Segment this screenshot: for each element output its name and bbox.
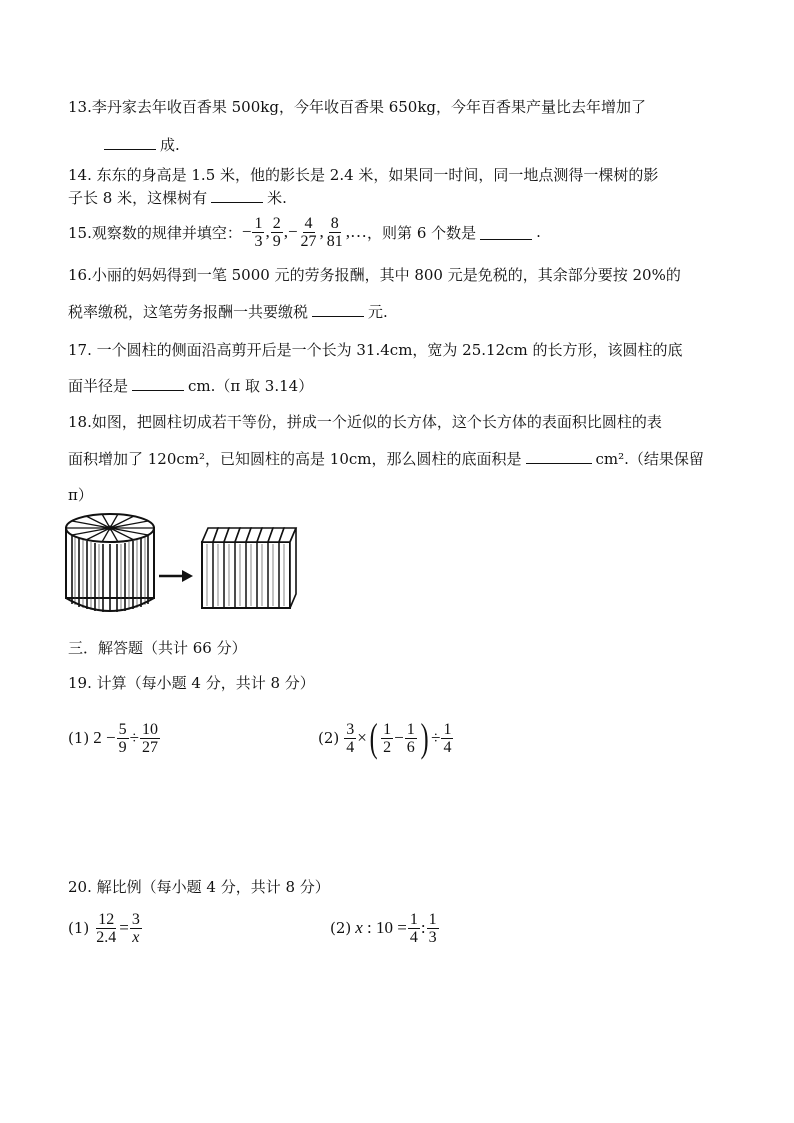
q20-p2-fraction-2 bbox=[427, 911, 439, 946]
q20-p1-f1-denominator: 2.4 bbox=[96, 928, 117, 946]
q15-suffix-a: ，则第 6 个数是 bbox=[367, 223, 477, 242]
q13-line2 bbox=[100, 134, 180, 156]
q19-p1-fraction-1 bbox=[117, 721, 129, 756]
q17-line1: 17. 一个圆柱的侧面沿高剪开后是一个长为 31.4cm，宽为 25.12cm 的长方形，该圆柱的底 bbox=[68, 341, 683, 359]
q19-p2-divide: ÷ bbox=[431, 728, 441, 747]
q15-prefix: 15.观察数的规律并填空： bbox=[68, 223, 242, 242]
q20-p2-ratio: : 10 = bbox=[362, 918, 407, 937]
q15-ellipsis: ,… bbox=[345, 222, 368, 241]
q17-line2-text-a: 面半径是 bbox=[68, 377, 129, 395]
q16-answer-blank[interactable] bbox=[312, 302, 364, 317]
q19-p2-fraction-3 bbox=[405, 721, 417, 756]
q19-part2 bbox=[318, 713, 454, 763]
q15-fraction-3 bbox=[299, 215, 319, 250]
q17-line2-text-b: cm.（π 取 3.14） bbox=[188, 377, 314, 395]
q20-p1-label: (1) bbox=[68, 919, 90, 937]
cylinder-center-dot bbox=[108, 526, 113, 531]
q19-p1-f1-numerator: 5 bbox=[118, 720, 127, 738]
q20-p1-f1-numerator: 12 bbox=[98, 910, 115, 928]
q13-answer-blank[interactable] bbox=[104, 135, 156, 150]
q20-p2-variable: x bbox=[355, 918, 363, 937]
q20-p1-equals: = bbox=[119, 918, 129, 937]
q20-p1-f2-denominator: x bbox=[132, 928, 140, 946]
approx-cuboid-figure bbox=[196, 520, 300, 612]
q16-line2 bbox=[68, 301, 388, 323]
q19-p2-label: (2) bbox=[318, 729, 340, 747]
q19-part1 bbox=[68, 715, 161, 761]
q19-p2-f4-denominator: 4 bbox=[443, 738, 452, 756]
q20-p2-fraction-1 bbox=[408, 911, 420, 946]
q19-p1-f2-numerator: 10 bbox=[141, 720, 158, 738]
q20-p1-fraction-2 bbox=[130, 911, 142, 946]
q15-fraction-1 bbox=[252, 215, 264, 250]
q15-minus-1: − bbox=[241, 222, 252, 241]
q15-f3-denominator: 27 bbox=[300, 232, 317, 250]
q14-answer-blank[interactable] bbox=[211, 188, 263, 203]
q15-sep-2: , bbox=[283, 222, 288, 241]
q18-line2-text-a: 面积增加了 120cm²，已知圆柱的高是 10cm，那么圆柱的底面积是 bbox=[68, 450, 522, 468]
q15-f3-numerator: 4 bbox=[304, 214, 313, 232]
q20-p1-fraction-1 bbox=[94, 911, 118, 946]
cylinder-sectors-figure bbox=[62, 512, 158, 616]
q20-title: 20. 解比例（每小题 4 分，共计 8 分） bbox=[68, 878, 330, 896]
q13-line2-text: 成. bbox=[160, 136, 180, 154]
q14-line2-text-b: 米. bbox=[267, 189, 287, 207]
q19-p2-f3-numerator: 1 bbox=[406, 720, 415, 738]
q20-p2-f1-numerator: 1 bbox=[409, 910, 418, 928]
q18-line1: 18.如图，把圆柱切成若干等份，拼成一个近似的长方体，这个长方体的表面积比圆柱的表 bbox=[68, 413, 662, 431]
q18-answer-blank[interactable] bbox=[526, 449, 592, 464]
q15-f4-denominator: 81 bbox=[326, 232, 343, 250]
q13-line1: 13.李丹家去年收百香果 500kg，今年收百香果 650kg，今年百香果产量比去年增加了 bbox=[68, 98, 647, 116]
q19-p1-label: (1) bbox=[68, 729, 90, 747]
q19-p2-f1-numerator: 3 bbox=[346, 720, 355, 738]
q14-line2 bbox=[68, 187, 287, 209]
q19-p2-left-paren: ( bbox=[369, 715, 378, 760]
q19-p2-f4-numerator: 1 bbox=[443, 720, 452, 738]
q18-line2 bbox=[68, 448, 704, 470]
q15-f1-denominator: 3 bbox=[254, 232, 263, 250]
q15-fraction-4 bbox=[325, 215, 345, 250]
q19-title: 19. 计算（每小题 4 分，共计 8 分） bbox=[68, 674, 315, 692]
q20-p1-f2-numerator: 3 bbox=[131, 910, 140, 928]
section-3-heading: 三．解答题（共计 66 分） bbox=[68, 639, 247, 657]
q16-line2-text-b: 元. bbox=[368, 303, 388, 321]
q15-f2-numerator: 2 bbox=[272, 214, 281, 232]
q15-f4-numerator: 8 bbox=[330, 214, 339, 232]
q17-answer-blank[interactable] bbox=[132, 376, 184, 391]
q15-sep-1: , bbox=[265, 222, 270, 241]
q16-line1: 16.小丽的妈妈得到一笔 5000 元的劳务报酬，其中 800 元是免税的，其余部分要按 20%的 bbox=[68, 266, 681, 284]
q19-p2-right-paren: ) bbox=[420, 715, 429, 760]
q19-p2-f2-numerator: 1 bbox=[383, 720, 392, 738]
q14-line1: 14. 东东的身高是 1.5 米，他的影长是 2.4 米，如果同一时间，同一地点测得一棵树的影 bbox=[68, 166, 659, 184]
q20-part1 bbox=[68, 905, 143, 951]
q19-p1-fraction-2 bbox=[140, 721, 160, 756]
q18-line3: π） bbox=[68, 486, 93, 504]
q19-p2-minus: − bbox=[394, 728, 404, 747]
q15-suffix-b: . bbox=[536, 223, 541, 241]
q18-line2-text-b: cm².（结果保留 bbox=[595, 450, 704, 468]
q15-fraction-2 bbox=[271, 215, 283, 250]
q19-p2-f2-denominator: 2 bbox=[383, 738, 392, 756]
q19-p2-fraction-2 bbox=[381, 721, 393, 756]
q17-line2 bbox=[68, 375, 313, 397]
q19-p2-f3-denominator: 6 bbox=[406, 738, 415, 756]
q20-p2-colon: : bbox=[420, 918, 426, 937]
q20-part2 bbox=[330, 905, 440, 951]
q20-p2-f1-denominator: 4 bbox=[409, 928, 418, 946]
q19-p1-term: 2 − bbox=[93, 728, 116, 747]
q15-f2-denominator: 9 bbox=[272, 232, 281, 250]
q19-p1-f2-denominator: 27 bbox=[141, 738, 158, 756]
right-arrow-icon bbox=[158, 568, 194, 584]
q19-p1-f1-denominator: 9 bbox=[118, 738, 127, 756]
q19-p2-fraction-1 bbox=[344, 721, 356, 756]
q19-p2-fraction-4 bbox=[441, 721, 453, 756]
q15-f1-numerator: 1 bbox=[254, 214, 263, 232]
q20-p2-label: (2) bbox=[330, 919, 352, 937]
q16-line2-text-a: 税率缴税，这笔劳务报酬一共要缴税 bbox=[68, 303, 309, 321]
q15-line bbox=[68, 212, 541, 252]
q15-minus-2: − bbox=[287, 222, 298, 241]
q20-p2-f2-numerator: 1 bbox=[428, 910, 437, 928]
q15-sep-3: , bbox=[319, 222, 324, 241]
q14-line2-text-a: 子长 8 米，这棵树有 bbox=[68, 189, 208, 207]
q20-p2-f2-denominator: 3 bbox=[428, 928, 437, 946]
q19-p2-f1-denominator: 4 bbox=[346, 738, 355, 756]
q19-p2-times: × bbox=[357, 728, 367, 747]
q15-answer-blank[interactable] bbox=[480, 225, 532, 240]
q19-p1-divide: ÷ bbox=[129, 728, 139, 747]
